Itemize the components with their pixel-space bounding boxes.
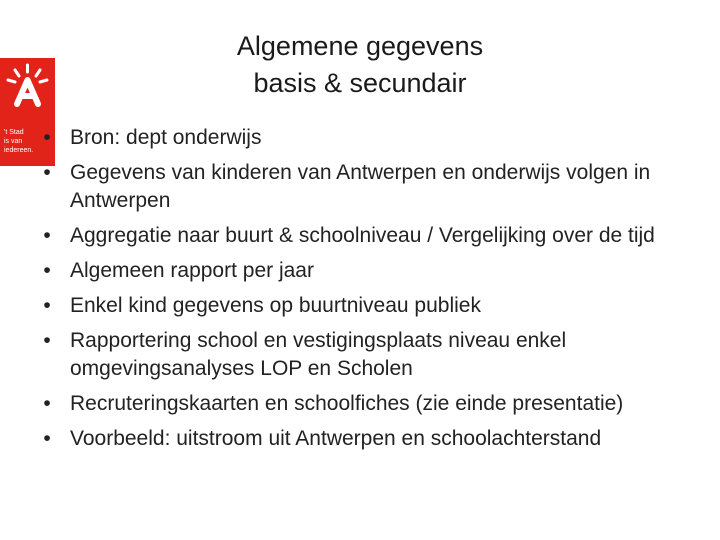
slide-title-line: basis & secundair	[253, 68, 467, 98]
bullet-text: Aggregatie naar buurt & schoolniveau / Vergelijking over de tijd	[70, 224, 655, 247]
bullet-dot: •	[43, 294, 51, 317]
bullet-item	[40, 222, 680, 250]
logo-tagline-line: is van	[4, 138, 23, 145]
logo-tagline-line: iedereen.	[4, 147, 34, 154]
antwerp-a-logo-icon	[4, 62, 51, 118]
bullet-text: Gegevens van kinderen van Antwerpen en onderwijs volgen in Antwerpen	[70, 161, 651, 212]
bullet-text: Voorbeeld: uitstroom uit Antwerpen en schoolachterstand	[70, 427, 602, 450]
bullet-item	[40, 292, 680, 320]
slide-title	[160, 28, 560, 102]
bullet-text: Enkel kind gegevens op buurtniveau publiek	[70, 294, 481, 317]
bullet-item	[40, 390, 680, 418]
slide-title-line: Algemene gegevens	[236, 31, 484, 61]
bullet-text: Algemeen rapport per jaar	[70, 259, 314, 282]
bullet-item	[40, 425, 680, 453]
bullet-dot: •	[43, 392, 51, 415]
bullet-dot: •	[43, 161, 51, 184]
bullet-text: Recruteringskaarten en schoolfiches (zie einde presentatie)	[70, 392, 624, 415]
bullet-dot: •	[43, 329, 51, 352]
bullet-list	[40, 124, 680, 460]
bullet-item	[40, 159, 680, 215]
bullet-item	[40, 327, 680, 383]
bullet-dot: •	[43, 224, 51, 247]
bullet-dot: •	[43, 259, 51, 282]
bullet-item	[40, 124, 680, 152]
bullet-text: Rapportering school en vestigingsplaats niveau enkel omgevingsanalyses LOP en Scholen	[70, 329, 567, 380]
bullet-dot: •	[43, 126, 51, 149]
bullet-dot: •	[43, 427, 51, 450]
bullet-text: Bron: dept onderwijs	[70, 126, 262, 149]
logo-tagline-line: 't Stad	[4, 129, 24, 136]
bullet-item	[40, 257, 680, 285]
